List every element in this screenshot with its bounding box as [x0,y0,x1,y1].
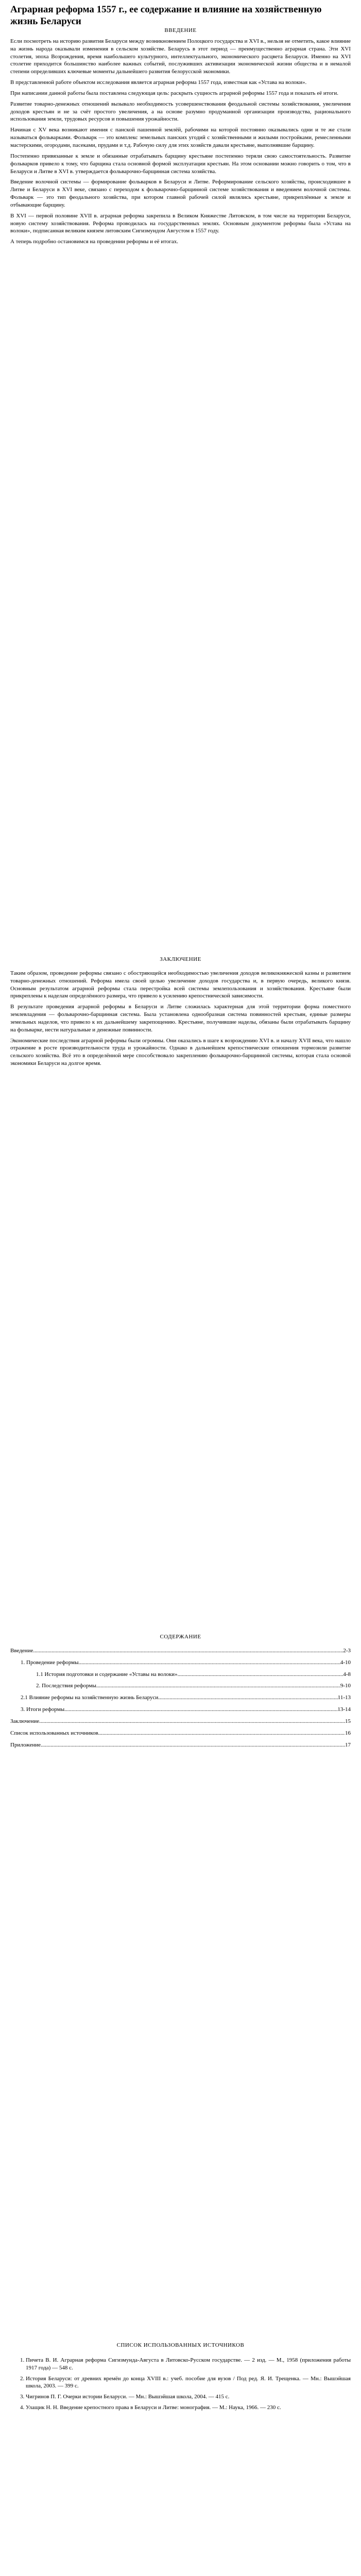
sources-section [10,2342,351,2415]
intro-paragraph: Введение волочной системы — формирование фольварков в Беларуси и Литве. Реформирование сельского хозяйства, происходившее в Литве и Беларуси в XVI веке, связано с переходом к фольварочно-барщинной системе хозяйствования и введением волочной системы. Фольварк — это тип феодального хозяйства, при котором главной рабочей силой являлись крестьяне, прикреплённые к земле и отбывающие барщину. [10,179,351,208]
toc-entry[interactable] [10,1706,351,1714]
toc-entry-label: Введение [10,1647,33,1654]
toc-entry[interactable] [10,1647,351,1655]
toc-entry-page: 4-8 [343,1671,351,1677]
toc-entry-page: 13-14 [337,1706,351,1713]
toc-entry[interactable] [10,1694,351,1702]
sources-heading: СПИСОК ИСПОЛЬЗОВАННЫХ ИСТОЧНИКОВ [116,2342,245,2348]
intro-paragraph: В XVI — первой половине XVII в. аграрная реформа закрепила в Великом Княжестве Литовском, в том числе на территории Беларуси, новую систему хозяйствования. Реформа проводилась на государственных землях. Основным документом реформы была «Устава на волоки», подписанная великим князем литовским Сигизмундом Августом в 1557 году. [10,212,351,234]
toc-entry-page: 17 [345,1741,351,1748]
toc-entry[interactable] [10,1730,351,1737]
intro-paragraph: Постепенно привязанные к земле и обязанные отрабатывать барщину крестьяне постепенно теряли свою самостоятельность. Развитие фольварков привело к тому, что барщина стала основной формой эксплуатации крестьян. На этом основании можно говорить о том, что в Беларуси и Литве в XVI в. утверждается фольварочно-барщинная система хозяйства. [10,152,351,175]
toc-entry[interactable] [10,1682,351,1690]
source-item: 3. Чигринов П. Г. Очерки истории Беларуси. — Мн.: Вышэйшая школа, 2004. — 415 с. [26,2393,351,2401]
intro-paragraph: Начиная с XV века возникают имения с панской пашенной землёй, рабочими на которой постоянно оказывались одни и те же стали называться фольварками. Фольварк — это комплекс земельных панских угодий с хозяйственными и жилыми постройками, ремесленными мастерскими, огородами, пасеками, прудами и т.д. Рабочую силу для этих хозяйств давали крестьяне, выполнявшие барщину. [10,127,351,148]
conclusion-paragraph: Таким образом, проведение реформы связано с обостряющейся необходимостью увеличения доходов великокняжеской казны и развитием товарно-денежных отношений. Реформа имела своей целью увеличение доходов государства и, в первую очередь, великого князя. Основным результатом аграрной реформы стала перестройка всей системы землепользования и хозяйствования. Крестьяне были прикреплены к наделам определённого размера, что привело к усилению крепостнической зависимости. [10,970,351,999]
toc-entry[interactable] [10,1659,351,1667]
toc-entry-label: 2.1 Влияние реформы на хозяйственную жизнь Беларуси [21,1694,159,1701]
toc-entry-label: Заключение [10,1718,40,1724]
source-item: 4. Улащик Н. Н. Введение крепостного права в Беларуси и Литве: монография. — М.: Наука, 1966. — 230 с. [26,2404,351,2412]
contents-heading: СОДЕРЖАНИЕ [160,1634,201,1640]
toc-entry-label: Приложение [10,1741,41,1748]
toc-entry-label: 3. Итоги реформы [21,1706,65,1713]
intro-paragraph: Если посмотреть на историю развития Беларуси между возникновением Полоцкого государства и XVI в., нельзя не отметить, какое влияние на жизнь народа оказывали изменения в сельском хозяйстве. Беларусь в этот период — преимущественно аграрная страна. Эти XVI столетия, эпоха Возрождения, время наибольшего культурного, интеллектуального, экономического расцвета Беларуси. Именно на XVI столетие приходится большинство наиболее важных событий, послуживших активизации экономической жизни общества и в немалой степени определивших ключевые моменты дальнейшего развития белорусской экономики. [10,38,351,75]
toc-entry-page: 4-10 [340,1659,351,1666]
toc-entry-label: 2. Последствия реформы [36,1683,96,1689]
toc-entry-label: 1.1 История подготовки и содержание «Уставы на волоки» [36,1671,178,1677]
conclusion-section [10,956,351,1071]
toc-entry-page: 11-13 [337,1694,351,1701]
introduction-heading: ВВЕДЕНИЕ [164,27,197,33]
page-title: Аграрная реформа 1557 г., ее содержание и влияние на хозяйственную жизнь Беларуси [10,4,322,27]
intro-paragraph: При написании данной работы была поставлена следующая цель: раскрыть сущность аграрной реформы 1557 года и показать её итоги. [10,90,339,96]
toc-entry-page: 15 [345,1718,351,1724]
toc-entry-page: 16 [345,1730,351,1736]
toc-entry[interactable] [10,1671,351,1679]
intro-paragraph: В представленной работе объектом исследования является аграрная реформа 1557 года, известная как «Устава на волоки». [10,79,307,86]
source-item: 1. Пичета В. И. Аграрная реформа Сигизмунда-Августа в Литовско-Русском государстве. — 2 изд. — М., 1958 (приложения работы 1917 года) — 548 с. [26,2357,351,2372]
contents-section [10,1633,351,1753]
source-item: 2. История Беларуси: от древних времён до конца XVIII в.: учеб. пособие для вузов / Под ред. Я. И. Трещенка. — Мн.: Вышэйшая школа, 2003. — 399 с. [26,2375,351,2391]
conclusion-heading: ЗАКЛЮЧЕНИЕ [160,956,201,962]
toc-entry-label: Список использованных источников [10,1730,98,1736]
sources-list [10,2357,351,2412]
intro-paragraph: Развитие товарно-денежных отношений вызывало необходимость усовершенствования феодальной системы хозяйствования, увеличения доходов крестьян и не за счёт простого увеличения, а на основе разумно продуманной организации производства, рационального использования земли, трудовых ресурсов и повышения урожайности. [10,100,351,123]
toc-entry[interactable] [10,1718,351,1725]
conclusion-paragraph: В результате проведения аграрной реформы в Беларуси и Литве сложилась характерная для этой территории форма поместного землевладения — фольварочно-барщинная система. Была установлена однообразная система повинностей крестьян, единые размеры земельных наделов, что привело к их дальнейшему закрепощению. Крестьяне, получившие наделы, обязаны были отрабатывать барщину на фольварке, нести натуральные и денежные повинности. [10,1004,351,1033]
toc-entry-page: 9-10 [340,1683,351,1689]
toc-entry-page: 2-3 [343,1647,351,1654]
introduction-section [10,27,351,249]
toc-entry[interactable] [10,1741,351,1749]
toc-entry-label: 1. Проведение реформы [21,1659,79,1666]
conclusion-paragraph: Экономические последствия аграрной реформы были огромны. Они оказались в шаге к возрождению XVI в. и началу XVII века, что нашло отражение в росте производительности труда и урожайности. Однако в дальнейшем крепостнические отношения тормозили развитие сельского хозяйства. Всё это в определённой мере способствовало закреплению фольварочно-барщинной системы, которая стала основой экономики Беларуси на долгое время. [10,1037,351,1067]
intro-paragraph: А теперь подробно остановимся на проведении реформы и её итогах. [10,239,179,245]
